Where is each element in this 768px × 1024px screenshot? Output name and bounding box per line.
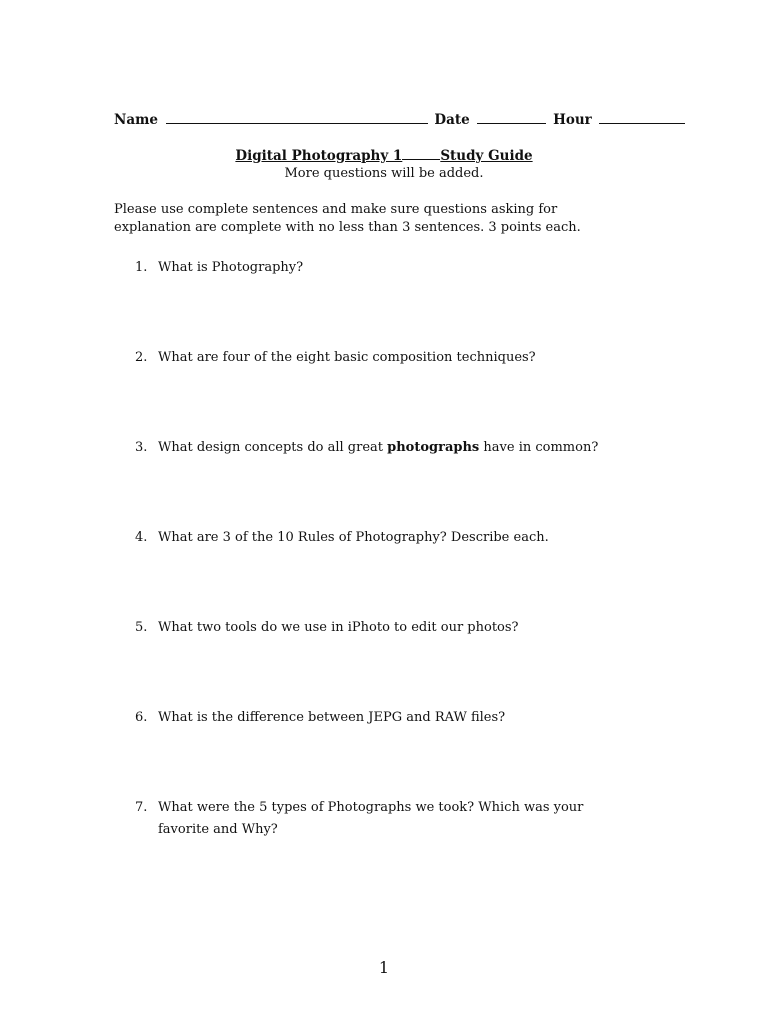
question-text: What are 3 of the 10 Rules of Photography? Describe each. [158,530,549,545]
name-label: Name [114,112,158,128]
question-number: 3. [135,440,148,455]
course-title: Digital Photography 1 [235,148,403,164]
question-number: 2. [135,350,148,365]
question-text-end: have in common? [479,440,599,455]
question-number: 6. [135,710,148,725]
page-title [0,147,768,164]
question-number: 1. [135,260,148,275]
title-gap-line [402,147,440,160]
question-number: 4. [135,530,148,545]
page-number: 1 [378,958,390,977]
hour-blank [599,111,685,124]
question-text: What are four of the eight basic composition techniques? [158,350,536,365]
hour-label: Hour [553,112,592,128]
instructions-text: Please use complete sentences and make sure questions asking for explanation are complete with no less than 3 sentences. 3 points each. [114,202,581,235]
question-number: 7. [135,800,148,815]
question-text-start: What design concepts do all great [158,440,388,455]
date-label: Date [434,112,470,128]
page-subtitle: More questions will be added. [284,166,484,181]
question-text: What is the difference between JEPG and RAW files? [158,710,506,725]
student-info-line [114,111,659,128]
guide-title: Study Guide [440,148,533,164]
question-number: 5. [135,620,148,635]
date-blank [477,111,546,124]
question-text [158,437,638,459]
name-blank [166,111,428,124]
question-text: What is Photography? [158,260,304,275]
question-text-bold: photographs [387,440,480,455]
question-text: What were the 5 types of Photographs we took? Which was your favorite and Why? [158,800,584,837]
question-text: What two tools do we use in iPhoto to edit our photos? [158,620,519,635]
